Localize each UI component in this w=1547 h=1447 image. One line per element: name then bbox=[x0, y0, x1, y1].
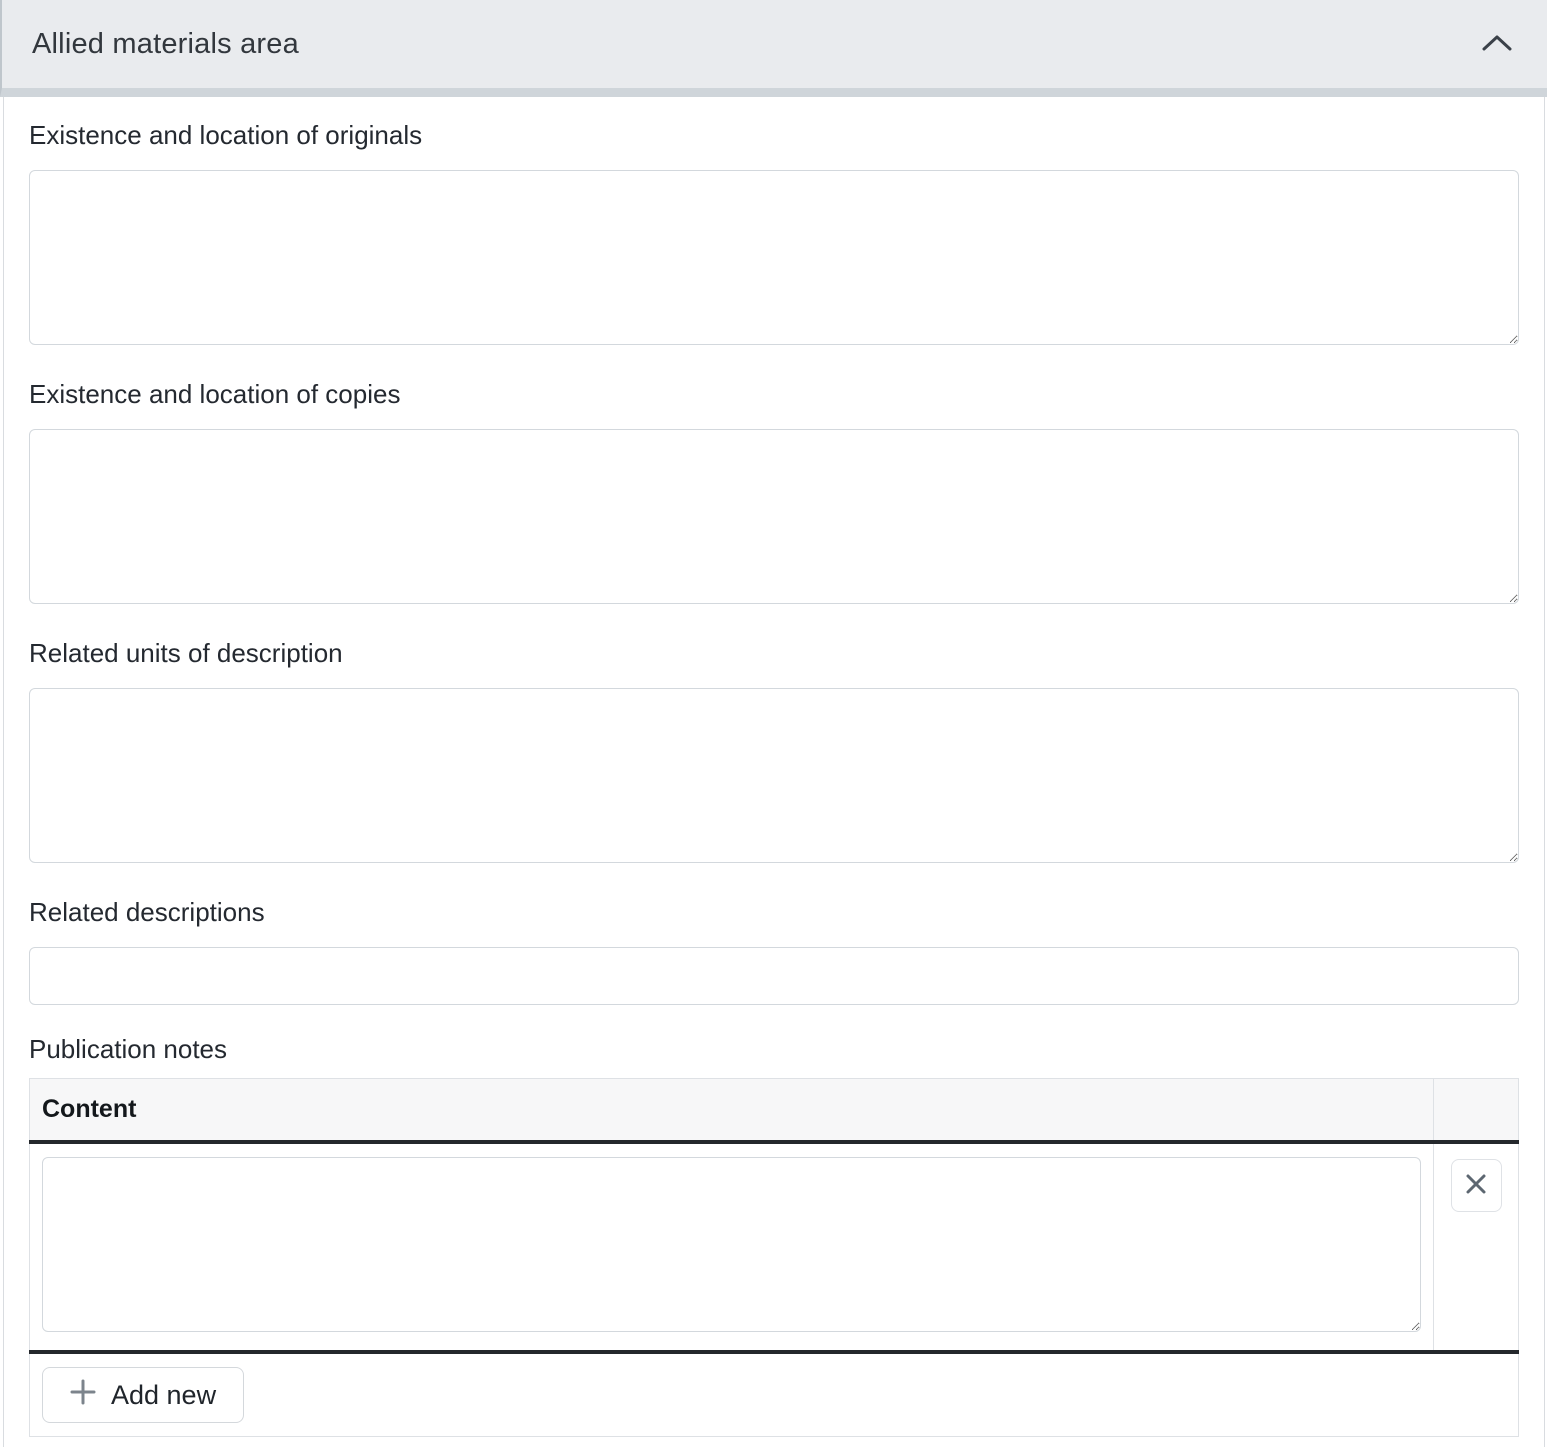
related-descriptions-label: Related descriptions bbox=[29, 897, 265, 927]
chevron-up-icon bbox=[1481, 33, 1513, 56]
add-new-button[interactable] bbox=[42, 1367, 244, 1423]
notes-table-header-row bbox=[30, 1079, 1519, 1143]
content-column-header: Content bbox=[30, 1079, 1434, 1143]
add-new-button-label: Add new bbox=[111, 1379, 217, 1410]
section-header[interactable] bbox=[0, 0, 1547, 97]
notes-table-footer-row bbox=[30, 1352, 1519, 1437]
note-action-cell bbox=[1434, 1142, 1519, 1352]
related-units-label: Related units of description bbox=[29, 638, 343, 668]
field-group-related-units bbox=[29, 638, 1519, 868]
notes-table-footer-cell bbox=[30, 1352, 1519, 1437]
existence-copies-textarea[interactable] bbox=[29, 429, 1519, 604]
existence-copies-label: Existence and location of copies bbox=[29, 379, 401, 409]
notes-table-row bbox=[30, 1142, 1519, 1352]
field-group-existence-copies bbox=[29, 379, 1519, 609]
section-title: Allied materials area bbox=[32, 27, 299, 60]
section-body bbox=[3, 97, 1545, 1447]
note-content-cell bbox=[30, 1142, 1434, 1352]
field-group-related-descriptions bbox=[29, 897, 1519, 1005]
publication-notes-label: Publication notes bbox=[29, 1034, 228, 1064]
field-group-existence-originals bbox=[29, 120, 1519, 350]
related-descriptions-input[interactable] bbox=[29, 947, 1519, 1005]
action-column-header bbox=[1434, 1079, 1519, 1143]
existence-originals-textarea[interactable] bbox=[29, 170, 1519, 345]
existence-originals-label: Existence and location of originals bbox=[29, 120, 423, 150]
collapse-section-button[interactable] bbox=[1477, 29, 1517, 60]
publication-notes-table bbox=[29, 1078, 1519, 1437]
publication-notes-group bbox=[29, 1034, 1519, 1437]
delete-note-button[interactable] bbox=[1451, 1159, 1502, 1212]
related-units-textarea[interactable] bbox=[29, 688, 1519, 863]
x-icon bbox=[1464, 1172, 1488, 1199]
plus-icon bbox=[70, 1379, 96, 1412]
note-content-textarea[interactable] bbox=[42, 1157, 1421, 1332]
